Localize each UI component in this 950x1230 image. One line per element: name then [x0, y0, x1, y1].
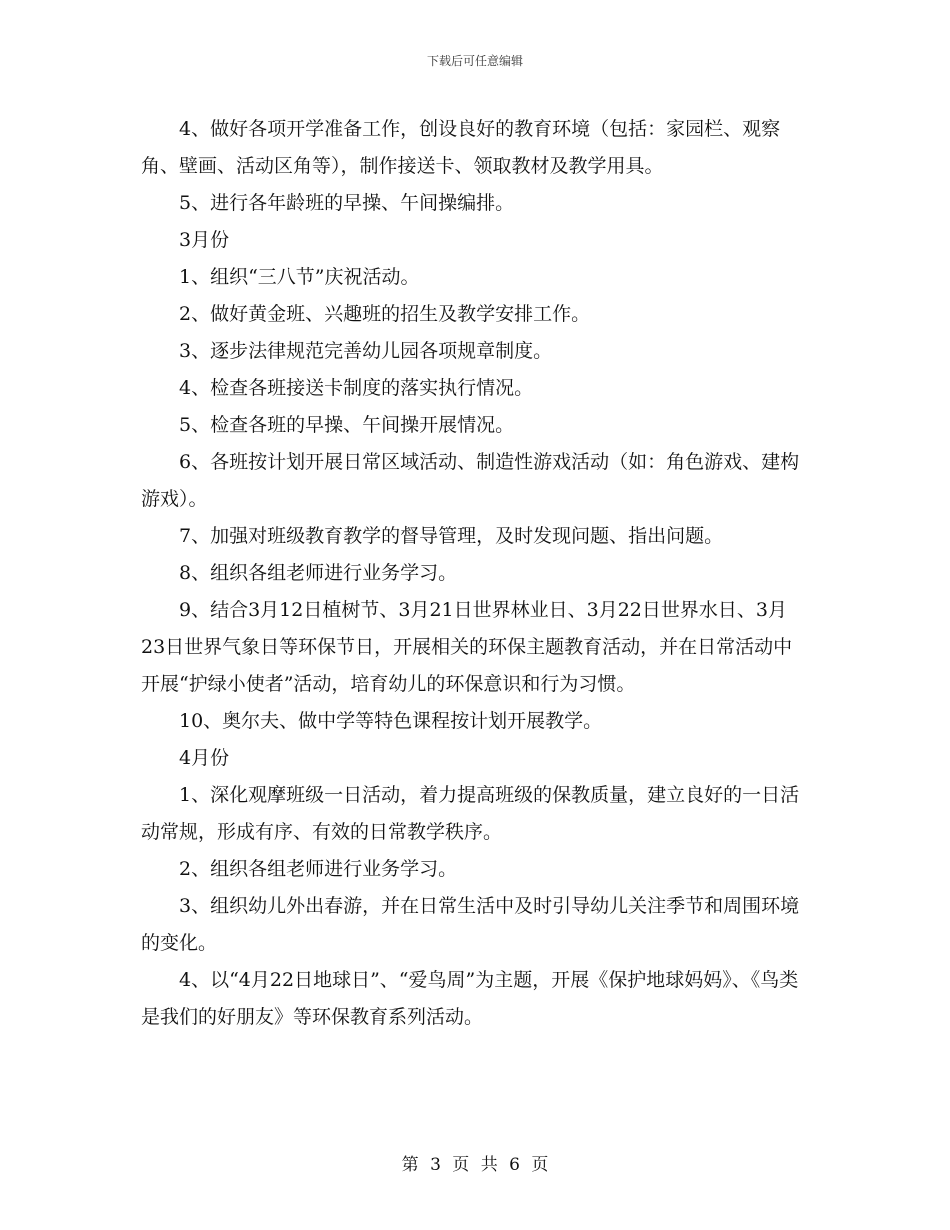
document-body [141, 111, 811, 1036]
paragraph: 6、各班按计划开展日常区域活动、制造性游戏活动（如：角色游戏、建构游戏）。 [141, 451, 800, 510]
paragraph: 9、结合3月12日植树节、3月21日世界林业日、3月22日世界水日、3月23日世界气象日等环保节日，开展相关的环保主题教育活动，并在日常活动中开展“护绿小使者”活动，培育幼儿的环保意识和行为习惯。 [141, 599, 793, 695]
paragraph: 3、逐步法律规范完善幼儿园各项规章制度。 [179, 340, 553, 362]
page-footer: 第 3 页 共 6 页 [401, 1155, 549, 1175]
section-heading-march: 3月份 [179, 229, 230, 251]
paragraph: 4、检查各班接送卡制度的落实执行情况。 [179, 377, 534, 399]
paragraph: 8、组织各组老师进行业务学习。 [179, 562, 458, 584]
paragraph: 10、奥尔夫、做中学等特色课程按计划开展教学。 [179, 710, 603, 732]
paragraph: 2、组织各组老师进行业务学习。 [179, 858, 458, 880]
paragraph: 4、做好各项开学准备工作，创设良好的教育环境（包括：家园栏、观察角、壁画、活动区角等），制作接送卡、领取教材及教学用具。 [141, 118, 781, 177]
paragraph: 7、加强对班级教育教学的督导管理，及时发现问题、指出问题。 [179, 525, 724, 547]
page-header: 下载后可任意编辑 [426, 54, 523, 68]
paragraph: 2、做好黄金班、兴趣班的招生及教学安排工作。 [179, 303, 591, 325]
paragraph: 5、检查各班的早操、午间操开展情况。 [179, 414, 515, 436]
paragraph: 5、进行各年龄班的早操、午间操编排。 [179, 192, 515, 214]
paragraph: 3、组织幼儿外出春游，并在日常生活中及时引导幼儿关注季节和周围环境的变化。 [141, 895, 800, 954]
paragraph: 1、组织“三八节”庆祝活动。 [179, 266, 420, 288]
paragraph: 4、以“4月22日地球日”、“爱鸟周”为主题，开展《保护地球妈妈》、《鸟类是我们的好朋友》等环保教育系列活动。 [141, 969, 799, 1028]
paragraph: 1、深化观摩班级一日活动，着力提高班级的保教质量，建立良好的一日活动常规，形成有序、有效的日常教学秩序。 [141, 784, 800, 843]
section-heading-april: 4月份 [179, 747, 230, 769]
